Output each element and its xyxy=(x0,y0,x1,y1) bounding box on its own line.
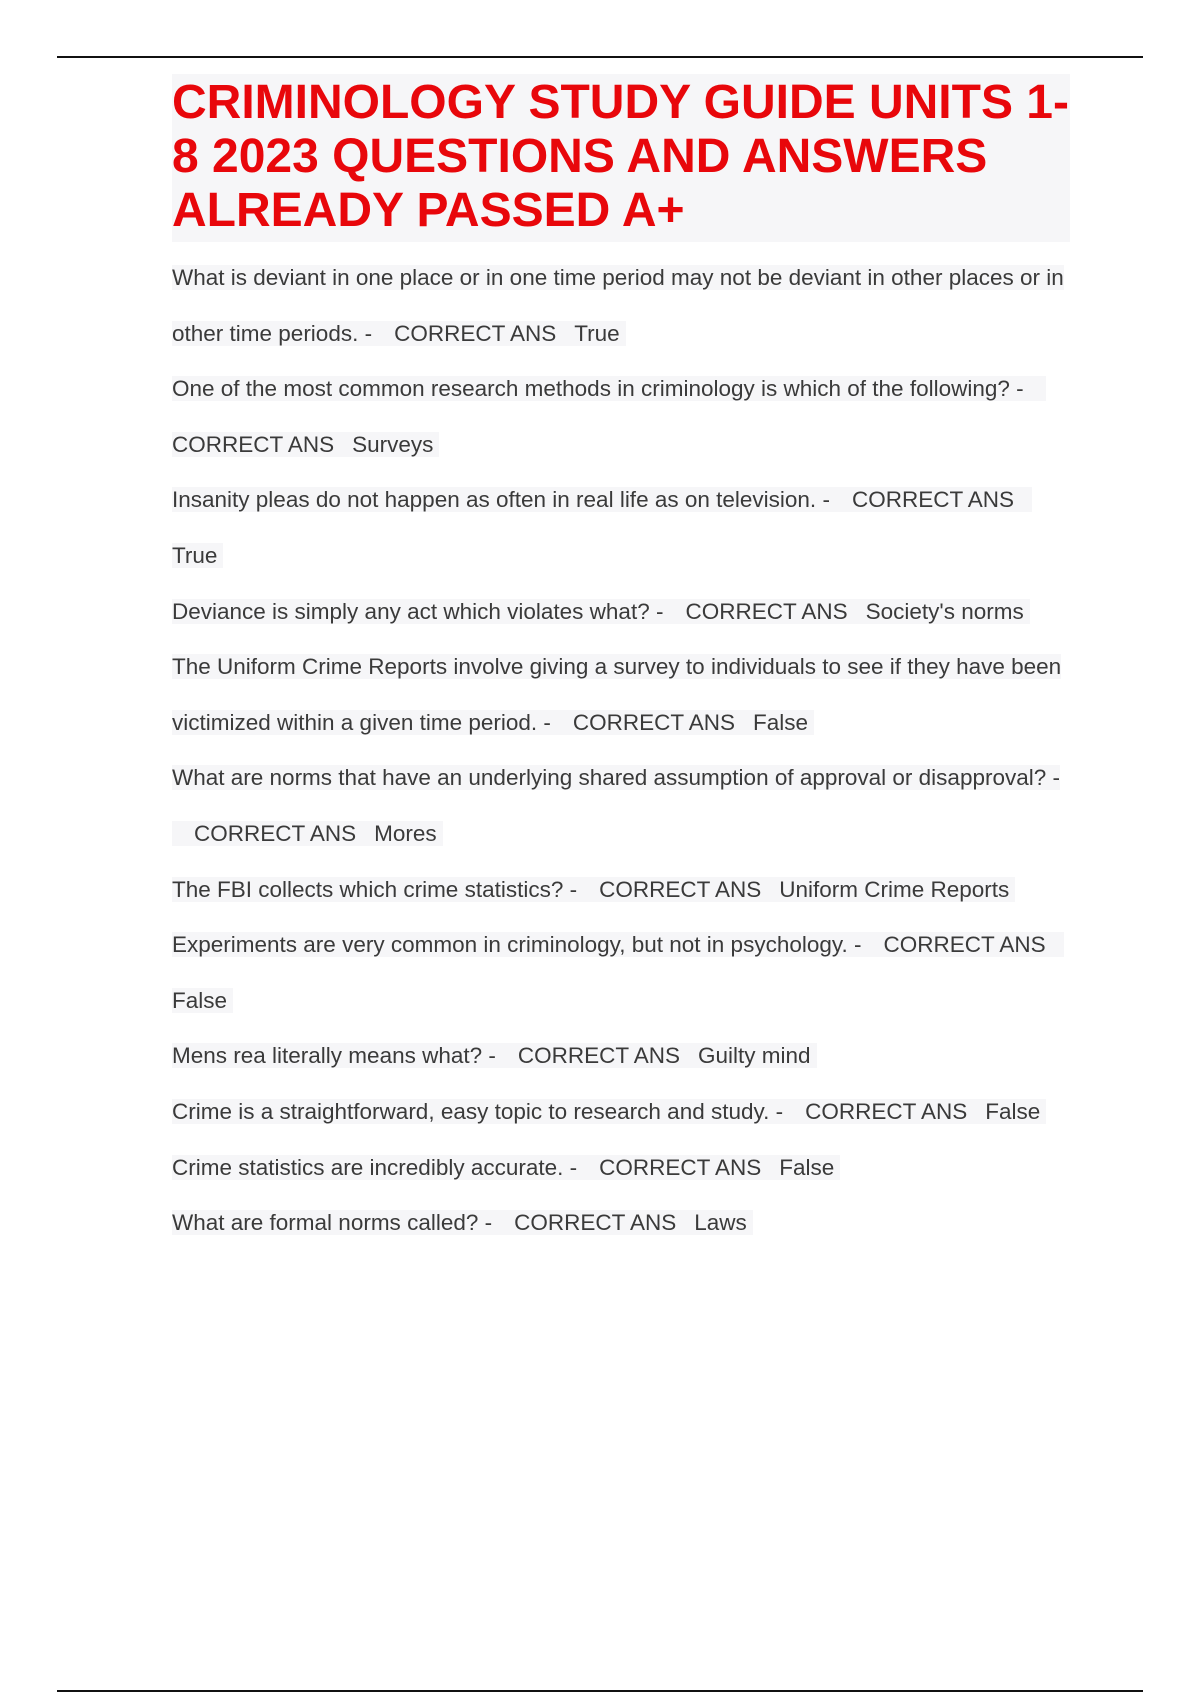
answer-text: Society's norms xyxy=(865,598,1024,624)
question-text: The FBI collects which crime statistics? xyxy=(172,876,564,902)
answer-marker: CORRECT ANS xyxy=(599,1154,762,1180)
answer-text: Laws xyxy=(694,1210,747,1236)
answer-marker: CORRECT ANS xyxy=(514,1210,677,1236)
separator: - xyxy=(1052,765,1061,791)
answer-text: False xyxy=(985,1098,1041,1124)
title-block xyxy=(172,74,1070,242)
separator: - xyxy=(569,876,578,902)
answer-text: Guilty mind xyxy=(698,1043,811,1069)
separator: - xyxy=(655,598,664,624)
question-text: Crime statistics are incredibly accurate. xyxy=(172,1154,564,1180)
separator: - xyxy=(484,1210,493,1236)
question-text: The Uniform Crime Reports involve giving a survey to individuals to see if they have been victimized within a given time period. xyxy=(172,654,1062,735)
qa-item xyxy=(172,917,1072,1028)
answer-text: True xyxy=(172,542,218,568)
answer-text: Uniform Crime Reports xyxy=(779,876,1010,902)
qa-item xyxy=(172,1140,1072,1196)
answer-text: False xyxy=(753,709,809,735)
qa-item xyxy=(172,639,1072,750)
document-body xyxy=(172,74,1072,1251)
answer-marker: CORRECT ANS xyxy=(883,932,1046,958)
answer-marker: CORRECT ANS xyxy=(172,431,335,457)
question-text: What are formal norms called? xyxy=(172,1210,479,1236)
qa-item xyxy=(172,1084,1072,1140)
answer-marker: CORRECT ANS xyxy=(194,820,357,846)
question-text: Experiments are very common in criminology, but not in psychology. xyxy=(172,932,848,958)
separator: - xyxy=(853,932,862,958)
qa-item xyxy=(172,750,1072,861)
qa-item xyxy=(172,1028,1072,1084)
qa-item xyxy=(172,584,1072,640)
question-text: Insanity pleas do not happen as often in real life as on television. xyxy=(172,487,817,513)
separator: - xyxy=(775,1098,784,1124)
answer-marker: CORRECT ANS xyxy=(685,598,848,624)
answer-marker: CORRECT ANS xyxy=(851,487,1015,513)
document-title: CRIMINOLOGY STUDY GUIDE UNITS 1-8 2023 QUESTIONS AND ANSWERS ALREADY PASSED A+ xyxy=(172,76,1069,237)
qa-item xyxy=(172,250,1072,361)
answer-marker: CORRECT ANS xyxy=(572,709,736,735)
answer-marker: CORRECT ANS xyxy=(805,1098,968,1124)
separator: - xyxy=(364,320,373,346)
question-text: What are norms that have an underlying shared assumption of approval or disapproval? xyxy=(172,765,1047,791)
answer-text: False xyxy=(172,987,228,1013)
answer-marker: CORRECT ANS xyxy=(517,1043,681,1069)
qa-list xyxy=(172,250,1072,1251)
separator: - xyxy=(1016,376,1024,402)
separator: - xyxy=(543,709,551,735)
answer-marker: CORRECT ANS xyxy=(599,876,762,902)
bottom-rule xyxy=(57,1690,1143,1692)
separator: - xyxy=(488,1043,496,1069)
separator: - xyxy=(822,487,830,513)
qa-item xyxy=(172,361,1072,472)
answer-text: Surveys xyxy=(352,431,434,457)
question-text: What is deviant in one place or in one time period may not be deviant in other places or in other time periods. xyxy=(172,265,1064,346)
answer-marker: CORRECT ANS xyxy=(394,320,557,346)
qa-item xyxy=(172,862,1072,918)
answer-text: Mores xyxy=(374,820,437,846)
top-rule xyxy=(57,56,1143,58)
separator: - xyxy=(569,1154,578,1180)
question-text: Crime is a straightforward, easy topic to research and study. xyxy=(172,1098,770,1124)
answer-text: True xyxy=(574,320,620,346)
qa-item xyxy=(172,472,1072,583)
question-text: Deviance is simply any act which violates what? xyxy=(172,598,650,624)
question-text: One of the most common research methods in criminology is which of the following? xyxy=(172,376,1010,402)
question-text: Mens rea literally means what? xyxy=(172,1043,483,1069)
qa-item xyxy=(172,1195,1072,1251)
answer-text: False xyxy=(779,1154,835,1180)
